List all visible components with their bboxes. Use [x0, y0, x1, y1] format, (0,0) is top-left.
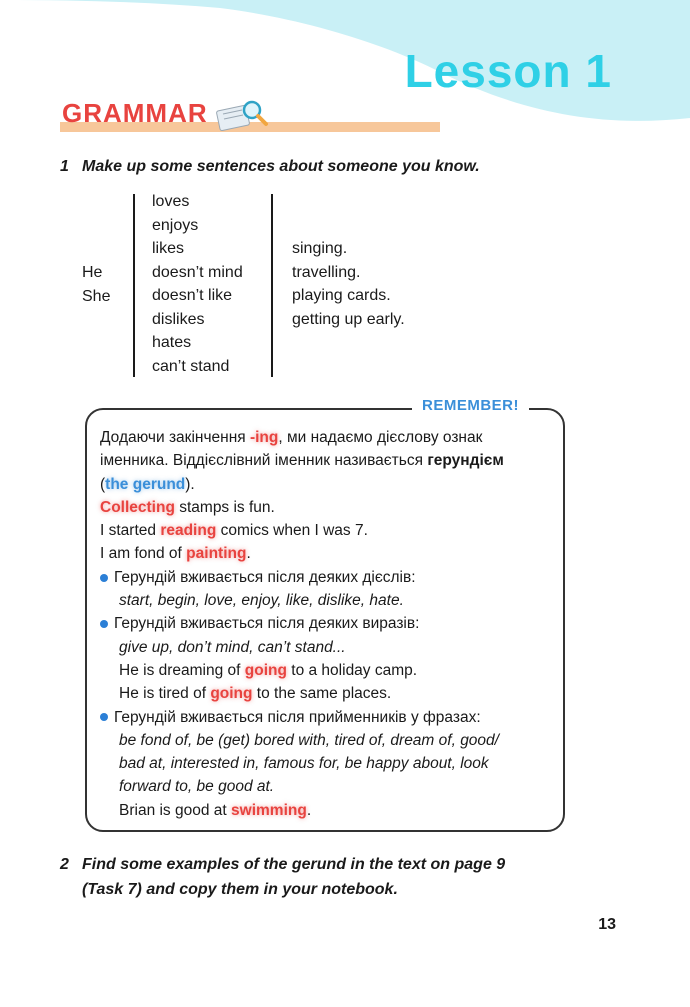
- text: ).: [185, 475, 195, 493]
- table-divider: [271, 194, 273, 377]
- gerund-highlight: going: [244, 661, 287, 679]
- text: comics when I was 7.: [216, 522, 368, 540]
- gerund-term: герундієм: [427, 452, 504, 470]
- gerund-highlight: going: [210, 685, 253, 703]
- text: He is dreaming of: [119, 661, 245, 679]
- object-cell: getting up early.: [292, 310, 405, 328]
- verb-cell: likes: [152, 240, 185, 257]
- rule-list: be fond of, be (get) bored with, tired of, dream of, good/: [119, 731, 499, 749]
- task-instruction-line: Find some examples of the gerund in the text on page 9: [82, 856, 506, 873]
- task-instruction-line: (Task 7) and copy them in your notebook.: [82, 881, 398, 898]
- subject-cell: He: [82, 264, 103, 281]
- lesson-title: Lesson 1: [404, 45, 612, 97]
- task-number: 1: [60, 158, 69, 175]
- verb-cell: loves: [152, 193, 190, 210]
- text: to a holiday camp.: [286, 661, 418, 679]
- magnifier-icon: [214, 96, 270, 132]
- task-2: [60, 852, 505, 902]
- page-number: 13: [598, 916, 616, 933]
- text: іменника. Віддієслівний іменник називається: [100, 452, 428, 470]
- subject-cell: She: [82, 287, 111, 305]
- verb-cell: hates: [152, 334, 192, 351]
- rule-text: Герундій вживається після деяких дієслів:: [114, 568, 416, 586]
- task-1: [60, 154, 480, 179]
- object-cell: singing.: [292, 240, 348, 257]
- table-divider: [133, 194, 135, 377]
- verb-cell: can’t stand: [152, 357, 230, 375]
- task-number: 2: [60, 856, 69, 873]
- rule-list: give up, don’t mind, can’t stand...: [119, 638, 346, 656]
- section-title: GRAMMAR: [62, 98, 208, 128]
- text: .: [306, 801, 312, 819]
- text: Додаючи закінчення: [100, 429, 250, 446]
- bullet-icon: [100, 620, 108, 628]
- gerund-highlight: Collecting: [100, 498, 175, 516]
- verb-cell: doesn’t like: [152, 287, 233, 304]
- objects-column: [292, 237, 492, 331]
- gerund-highlight: swimming: [231, 801, 307, 819]
- text: Brian is good at: [119, 801, 232, 819]
- gerund-highlight: painting: [186, 545, 247, 563]
- bullet-icon: [100, 713, 108, 721]
- task-instruction: [82, 852, 505, 902]
- object-cell: playing cards.: [292, 287, 391, 304]
- rule-text: Герундій вживається після деяких виразів:: [114, 615, 420, 633]
- remember-content: [100, 426, 560, 822]
- text: I started: [100, 522, 161, 540]
- object-cell: travelling.: [292, 263, 361, 281]
- text: stamps is fun.: [174, 498, 275, 516]
- the-gerund-highlight: the gerund: [105, 475, 186, 493]
- verb-cell: enjoys: [152, 216, 199, 234]
- text: He is tired of: [119, 685, 211, 703]
- rule-list: forward to, be good at.: [119, 778, 275, 796]
- remember-label: REMEMBER!: [412, 397, 529, 414]
- bullet-icon: [100, 574, 108, 582]
- rule-list: start, begin, love, enjoy, like, dislike, hate.: [119, 592, 404, 610]
- text: (: [100, 475, 106, 493]
- text: .: [246, 545, 251, 563]
- ing-highlight: -ing: [249, 429, 279, 446]
- text: to the same places.: [252, 685, 392, 703]
- rule-text: Герундій вживається після прийменників у фразах:: [114, 708, 481, 726]
- gerund-highlight: reading: [160, 522, 217, 540]
- subjects-column: [82, 261, 132, 308]
- text: I am fond of: [100, 545, 187, 563]
- text: , ми надаємо дієслову ознак: [278, 429, 483, 446]
- rule-list: bad at, interested in, famous for, be happy about, look: [119, 755, 489, 773]
- verb-cell: dislikes: [152, 310, 205, 328]
- verbs-column: [152, 190, 282, 378]
- verb-cell: doesn’t mind: [152, 263, 243, 281]
- task-instruction: Make up some sentences about someone you know.: [82, 158, 480, 175]
